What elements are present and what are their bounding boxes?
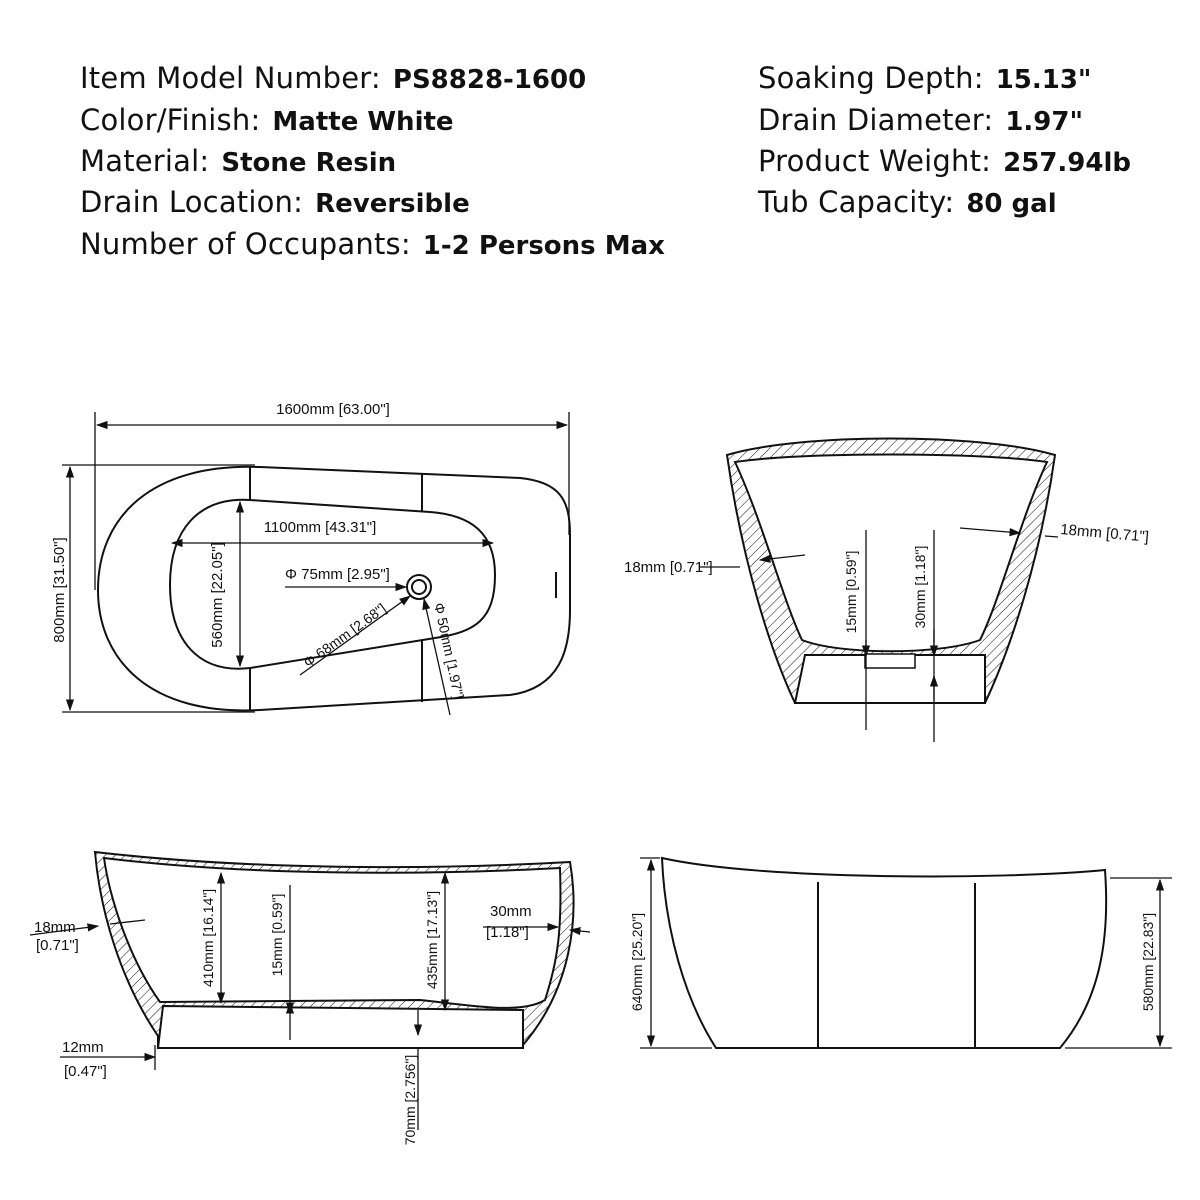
top-view bbox=[51, 401, 570, 715]
dim-side-depth-left: 410mm [16.14"] bbox=[200, 888, 216, 988]
spec-label: Material: bbox=[80, 144, 210, 178]
spec-label: Product Weight: bbox=[758, 144, 992, 178]
spec-value: Matte White bbox=[272, 107, 454, 137]
drain-outer bbox=[407, 575, 431, 599]
dim-end-floor: 15mm [0.59"] bbox=[843, 550, 859, 634]
dim-inner-width: 560mm [22.05"] bbox=[209, 542, 226, 648]
spec-value: 80 gal bbox=[966, 189, 1057, 219]
dim-side-rim-in: [1.18"] bbox=[486, 924, 529, 941]
dim-width: 800mm [31.50"] bbox=[51, 537, 68, 643]
dim-elevation-height: 640mm [25.20"] bbox=[629, 912, 645, 1012]
dim-length: 1600mm [63.00"] bbox=[276, 401, 390, 418]
side-elevation-outline bbox=[662, 858, 1106, 1048]
end-drain-plug bbox=[865, 654, 915, 668]
dim-side-floor: 15mm [0.59"] bbox=[269, 893, 285, 977]
spec-value: 1-2 Persons Max bbox=[422, 231, 665, 261]
spec-value: 257.94lb bbox=[1003, 148, 1131, 178]
spec-label: Number of Occupants: bbox=[80, 227, 411, 261]
dim-side-rim: 30mm bbox=[490, 903, 532, 920]
spec-value: 15.13" bbox=[995, 65, 1092, 95]
dim-end-wall-left: 18mm [0.71"] bbox=[624, 559, 713, 576]
spec-label: Item Model Number: bbox=[80, 61, 381, 95]
spec-value: Stone Resin bbox=[221, 148, 397, 178]
dim-side-wall-in: [0.71"] bbox=[36, 937, 79, 954]
dim-elevation-mid: 580mm [22.83"] bbox=[1140, 912, 1156, 1012]
dim-inner-length: 1100mm [43.31"] bbox=[263, 519, 377, 536]
spec-value: Reversible bbox=[315, 189, 470, 219]
dim-drain-offset: Φ 68mm [2.68"] bbox=[300, 599, 389, 671]
side-elevation-view bbox=[629, 858, 1172, 1048]
tub-outer-outline bbox=[98, 467, 570, 711]
spec-label: Soaking Depth: bbox=[758, 61, 984, 95]
spec-label: Drain Location: bbox=[80, 185, 304, 219]
dim-side-base-step-in: [0.47"] bbox=[64, 1063, 107, 1080]
spec-label: Drain Diameter: bbox=[758, 103, 994, 137]
side-base-recess bbox=[158, 1006, 523, 1048]
dim-side-depth-right: 435mm [17.13"] bbox=[424, 890, 440, 990]
spec-value: PS8828-1600 bbox=[392, 65, 587, 95]
spec-label: Color/Finish: bbox=[80, 103, 261, 137]
dim-end-wall-right: 18mm [0.71"] bbox=[1059, 521, 1150, 546]
side-section-view bbox=[30, 852, 590, 1145]
dim-drain-outer: Φ 75mm [2.95"] bbox=[285, 566, 390, 583]
drain-inner bbox=[412, 580, 426, 594]
spec-value: 1.97" bbox=[1005, 107, 1084, 137]
end-section-view bbox=[624, 439, 1149, 743]
dim-side-base-height: 70mm [2.756"] bbox=[402, 1054, 418, 1146]
dim-side-base-step: 12mm bbox=[62, 1039, 104, 1056]
dim-drain-inner: Φ 50mm [1.97"] bbox=[431, 601, 468, 701]
dim-side-wall: 18mm bbox=[34, 919, 76, 936]
spec-label: Tub Capacity: bbox=[758, 185, 955, 219]
dim-end-base: 30mm [1.18"] bbox=[912, 545, 928, 629]
